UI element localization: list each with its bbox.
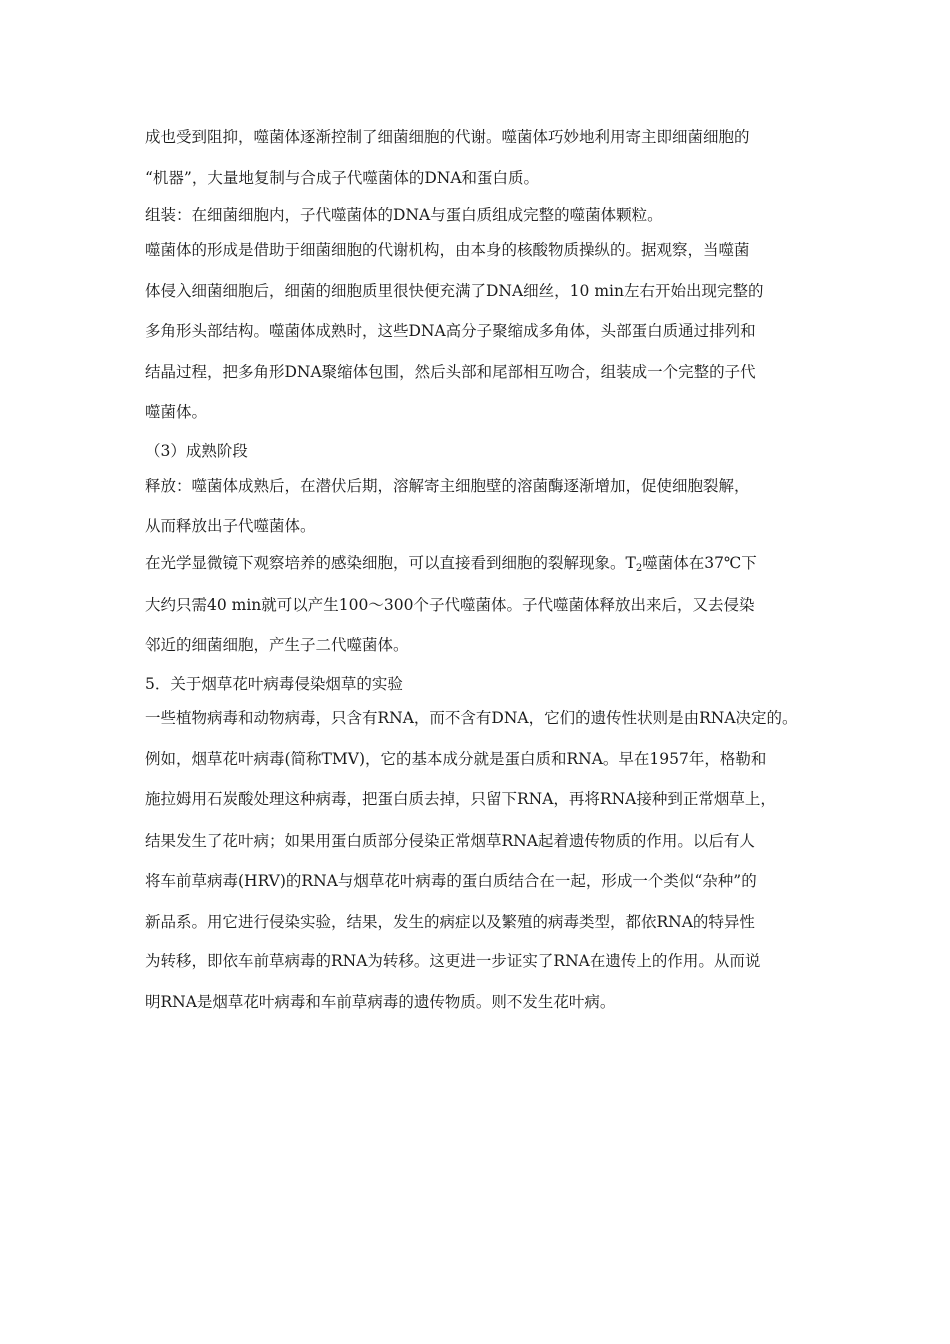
line-text: 噬菌体在37℃下 [642,554,757,572]
body-line: 从而释放出子代噬菌体。 [145,517,316,535]
body-line: 明RNA是烟草花叶病毒和车前草病毒的遗传物质。则不发生花叶病。 [145,993,616,1011]
body-line: 大约只需40 min就可以产生100～300个子代噬菌体。子代噬菌体释放出来后，又去侵染 [145,596,755,614]
line-text: 在光学显微镜下观察培养的感染细胞，可以直接看到细胞的裂解现象。T [145,554,636,572]
body-line: 新品系。用它进行侵染实验，结果，发生的病症以及繁殖的病毒类型，都依RNA的特异性 [145,913,755,931]
body-line: 组装：在细菌细胞内，子代噬菌体的DNA与蛋白质组成完整的噬菌体颗粒。 [145,206,663,224]
body-line: 多角形头部结构。噬菌体成熟时，这些DNA高分子聚缩成多角体，头部蛋白质通过排列和 [145,322,756,340]
body-line: 一些植物病毒和动物病毒，只含有RNA，而不含有DNA，它们的遗传性状则是由RNA决定的。 [145,709,798,727]
body-line: 将车前草病毒(HRV)的RNA与烟草花叶病毒的蛋白质结合在一起，形成一个类似“杂种”的 [145,872,757,890]
body-line: 结果发生了花叶病；如果用蛋白质部分侵染正常烟草RNA起着遗传物质的作用。以后有人 [145,832,755,850]
body-line: 释放：噬菌体成熟后，在潜伏后期，溶解寄主细胞壁的溶菌酶逐渐增加，促使细胞裂解， [145,477,750,495]
body-line: 例如，烟草花叶病毒(简称TMV)，它的基本成分就是蛋白质和RNA。早在1957年，格勒和 [145,750,767,768]
body-line: 为转移，即依车前草病毒的RNA为转移。这更进一步证实了RNA在遗传上的作用。从而说 [145,952,761,970]
body-line: 噬菌体。 [145,403,208,421]
body-line: 体侵入细菌细胞后，细菌的细胞质里很快便充满了DNA细丝，10 min左右开始出现完整的 [145,282,764,300]
body-line: 施拉姆用石炭酸处理这种病毒，把蛋白质去掉，只留下RNA，再将RNA接种到正常烟草上， [145,790,776,808]
body-line: 成也受到阻抑，噬菌体逐渐控制了细菌细胞的代谢。噬菌体巧妙地利用寄主即细菌细胞的 [145,128,750,146]
body-line: 噬菌体的形成是借助于细菌细胞的代谢机构，由本身的核酸物质操纵的。据观察，当噬菌 [145,241,750,259]
section-heading: （3）成熟阶段 [145,442,248,460]
body-line: 邻近的细菌细胞，产生子二代噬菌体。 [145,636,409,654]
body-line: 结晶过程，把多角形DNA聚缩体包围，然后头部和尾部相互吻合，组装成一个完整的子代 [145,363,756,381]
section-heading: 5．关于烟草花叶病毒侵染烟草的实验 [145,675,403,693]
body-line [145,552,825,574]
subscript: 2 [635,563,643,574]
body-line: “机器”，大量地复制与合成子代噬菌体的DNA和蛋白质。 [145,169,540,187]
